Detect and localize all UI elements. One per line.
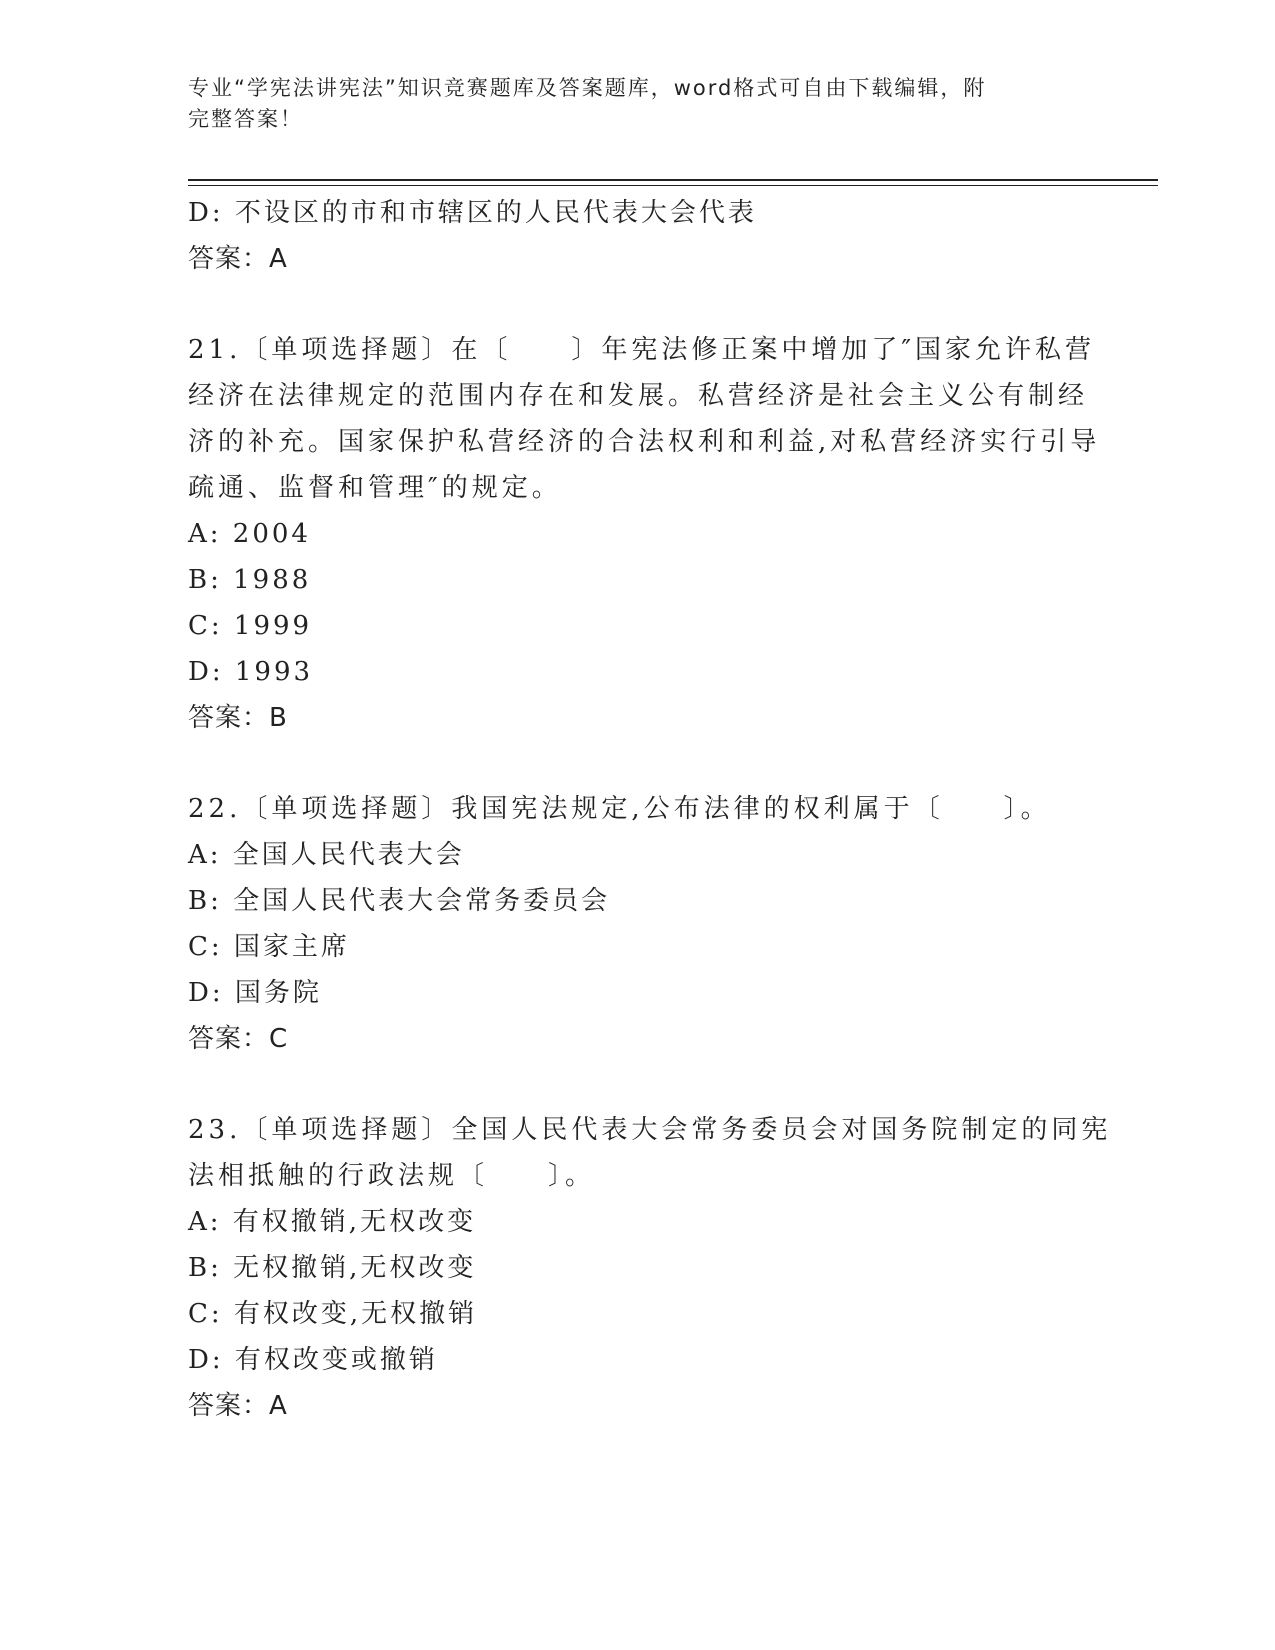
stem-line: 经济在法律规定的范围内存在和发展。私营经济是社会主义公有制经 — [188, 381, 1089, 411]
stem-line: 23.〔单项选择题〕全国人民代表大会常务委员会对国务院制定的同宪 — [188, 1115, 1112, 1145]
header-line-1: 专业“学宪法讲宪法”知识竞赛题库及答案题库，word格式可自由下载编辑，附 — [188, 76, 987, 100]
option-a: A: 2004 — [188, 519, 311, 549]
option-c: C: 国家主席 — [188, 932, 350, 962]
stem-line: 22.〔单项选择题〕我国宪法规定,公布法律的权利属于〔 〕。 — [188, 794, 1051, 824]
header-divider-thin — [188, 185, 1158, 186]
question-stem — [188, 1107, 1112, 1199]
option-d: D: 1993 — [188, 657, 314, 687]
page-header — [188, 73, 1088, 135]
option-d: D: 不设区的市和市辖区的人民代表大会代表 — [188, 198, 757, 228]
question-23 — [188, 1107, 1112, 1429]
option-a: A: 全国人民代表大会 — [188, 840, 465, 870]
header-divider-thick — [188, 179, 1158, 181]
option-a: A: 有权撤销,无权改变 — [188, 1207, 477, 1237]
question-stem — [188, 327, 1101, 511]
question-stem — [188, 786, 1088, 832]
stem-line: 疏通、监督和管理″的规定。 — [188, 473, 562, 503]
answer-line: 答案：A — [188, 244, 288, 274]
answer-line: 答案：A — [188, 1391, 288, 1421]
option-b: B: 无权撤销,无权改变 — [188, 1253, 477, 1283]
option-d: D: 有权改变或撤销 — [188, 1345, 438, 1375]
question-21 — [188, 327, 1101, 741]
option-d: D: 国务院 — [188, 978, 322, 1008]
option-c: C: 1999 — [188, 611, 313, 641]
spacer — [188, 1062, 1088, 1107]
header-line-2: 完整答案！ — [188, 107, 303, 131]
previous-question-tail — [188, 190, 1088, 282]
option-b: B: 1988 — [188, 565, 312, 595]
answer-line: 答案：C — [188, 1024, 289, 1054]
question-22 — [188, 786, 1088, 1062]
question-content — [188, 190, 1112, 1429]
stem-line: 济的补充。国家保护私营经济的合法权利和利益,对私营经济实行引导 — [188, 427, 1101, 457]
option-c: C: 有权改变,无权撤销 — [188, 1299, 478, 1329]
spacer — [188, 282, 1088, 327]
stem-line: 21.〔单项选择题〕在〔 〕年宪法修正案中增加了″国家允许私营 — [188, 335, 1096, 365]
spacer — [188, 741, 1088, 786]
answer-line: 答案：B — [188, 703, 288, 733]
stem-line: 法相抵触的行政法规〔 〕。 — [188, 1161, 596, 1191]
option-b: B: 全国人民代表大会常务委员会 — [188, 886, 611, 916]
